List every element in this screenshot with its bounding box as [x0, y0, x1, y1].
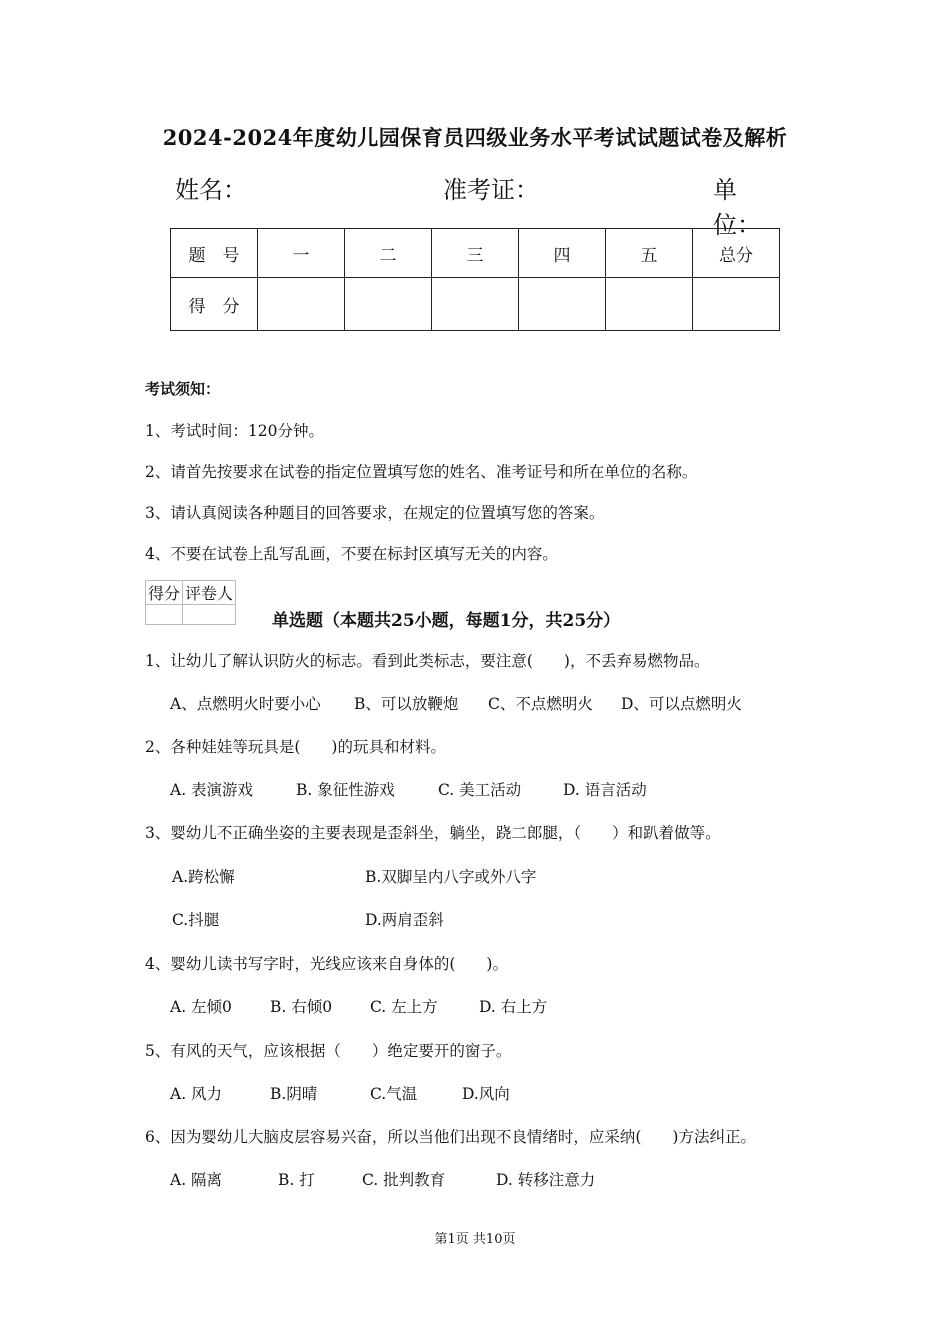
score-cell[interactable] — [606, 278, 693, 331]
option[interactable]: D. 右上方 — [479, 998, 548, 1016]
score-header-cell: 二 — [345, 229, 432, 278]
score-cell[interactable] — [432, 278, 519, 331]
option[interactable]: D. 语言活动 — [563, 781, 647, 799]
question-text: 6、因为婴幼儿大脑皮层容易兴奋，所以当他们出现不良情绪时，应采纳( )方法纠正。 — [145, 1128, 756, 1146]
notice-item: 3、请认真阅读各种题目的回答要求，在规定的位置填写您的答案。 — [145, 504, 605, 522]
score-header-cell: 四 — [519, 229, 606, 278]
notice-item: 1、考试时间：120分钟。 — [145, 422, 324, 440]
score-header-cell: 五 — [606, 229, 693, 278]
grader-score-label: 得分 — [146, 581, 183, 605]
option[interactable]: A. 风力 — [170, 1085, 223, 1103]
option[interactable]: C. 批判教育 — [362, 1171, 446, 1189]
page-footer: 第1页 共10页 — [434, 1232, 516, 1247]
document-title: 2024-2024年度幼儿园保育员四级业务水平考试试题试卷及解析 — [162, 125, 788, 150]
option[interactable]: D.两肩歪斜 — [365, 911, 444, 929]
question-text: 1、让幼儿了解认识防火的标志。看到此类标志，要注意( )，不丢弃易燃物品。 — [145, 652, 710, 670]
question-text: 5、有风的天气，应该根据（ ）绝定要开的窗子。 — [145, 1042, 512, 1060]
grader-reviewer-cell[interactable] — [183, 605, 236, 625]
score-cell[interactable] — [345, 278, 432, 331]
grader-score-cell[interactable] — [146, 605, 183, 625]
option[interactable]: A.跨松懈 — [172, 868, 235, 886]
section-title: 单选题（本题共25小题，每题1分，共25分） — [272, 611, 621, 631]
option[interactable]: D、可以点燃明火 — [621, 695, 742, 713]
option[interactable]: C. 美工活动 — [438, 781, 522, 799]
score-header-cell: 一 — [258, 229, 345, 278]
option[interactable]: A、点燃明火时要小心 — [170, 695, 321, 713]
score-header-cell: 总分 — [693, 229, 780, 278]
score-cell[interactable] — [519, 278, 606, 331]
name-label: 姓名： — [175, 176, 247, 204]
notice-item: 4、不要在试卷上乱写乱画，不要在标封区填写无关的内容。 — [145, 545, 558, 563]
score-header-cell: 三 — [432, 229, 519, 278]
score-cell[interactable] — [258, 278, 345, 331]
option[interactable]: B.阴晴 — [270, 1085, 318, 1103]
question-text: 4、婴幼儿读书写字时，光线应该来自身体的( )。 — [145, 955, 508, 973]
option[interactable]: D. 转移注意力 — [496, 1171, 596, 1189]
option[interactable]: C.抖腿 — [172, 911, 220, 929]
option[interactable]: A. 左倾0 — [170, 998, 232, 1016]
option[interactable]: D.风向 — [462, 1085, 510, 1103]
ticket-label: 准考证： — [443, 176, 539, 204]
grader-table — [145, 580, 236, 625]
score-cell[interactable] — [693, 278, 780, 331]
score-table — [170, 228, 780, 331]
option[interactable]: C、不点燃明火 — [488, 695, 593, 713]
option[interactable]: C.气温 — [370, 1085, 418, 1103]
option[interactable]: A. 隔离 — [170, 1171, 223, 1189]
question-text: 3、婴幼儿不正确坐姿的主要表现是歪斜坐，躺坐，跷二郎腿，（ ）和趴着做等。 — [145, 824, 721, 842]
score-row-label: 得 分 — [171, 278, 258, 331]
option[interactable]: A. 表演游戏 — [170, 781, 254, 799]
unit-label: 单位： — [713, 176, 761, 239]
option[interactable]: B、可以放鞭炮 — [354, 695, 459, 713]
score-header-cell: 题 号 — [171, 229, 258, 278]
option[interactable]: B. 打 — [278, 1171, 315, 1189]
notice-item: 2、请首先按要求在试卷的指定位置填写您的姓名、准考证号和所在单位的名称。 — [145, 463, 698, 481]
candidate-info-row — [175, 170, 780, 239]
option[interactable]: B. 右倾0 — [270, 998, 333, 1016]
option[interactable]: B.双脚呈内八字或外八字 — [365, 868, 537, 886]
grader-reviewer-label: 评卷人 — [183, 581, 236, 605]
option[interactable]: B. 象征性游戏 — [296, 781, 395, 799]
question-text: 2、各种娃娃等玩具是( )的玩具和材料。 — [145, 738, 446, 756]
notice-heading: 考试须知： — [145, 380, 221, 398]
option[interactable]: C. 左上方 — [370, 998, 438, 1016]
